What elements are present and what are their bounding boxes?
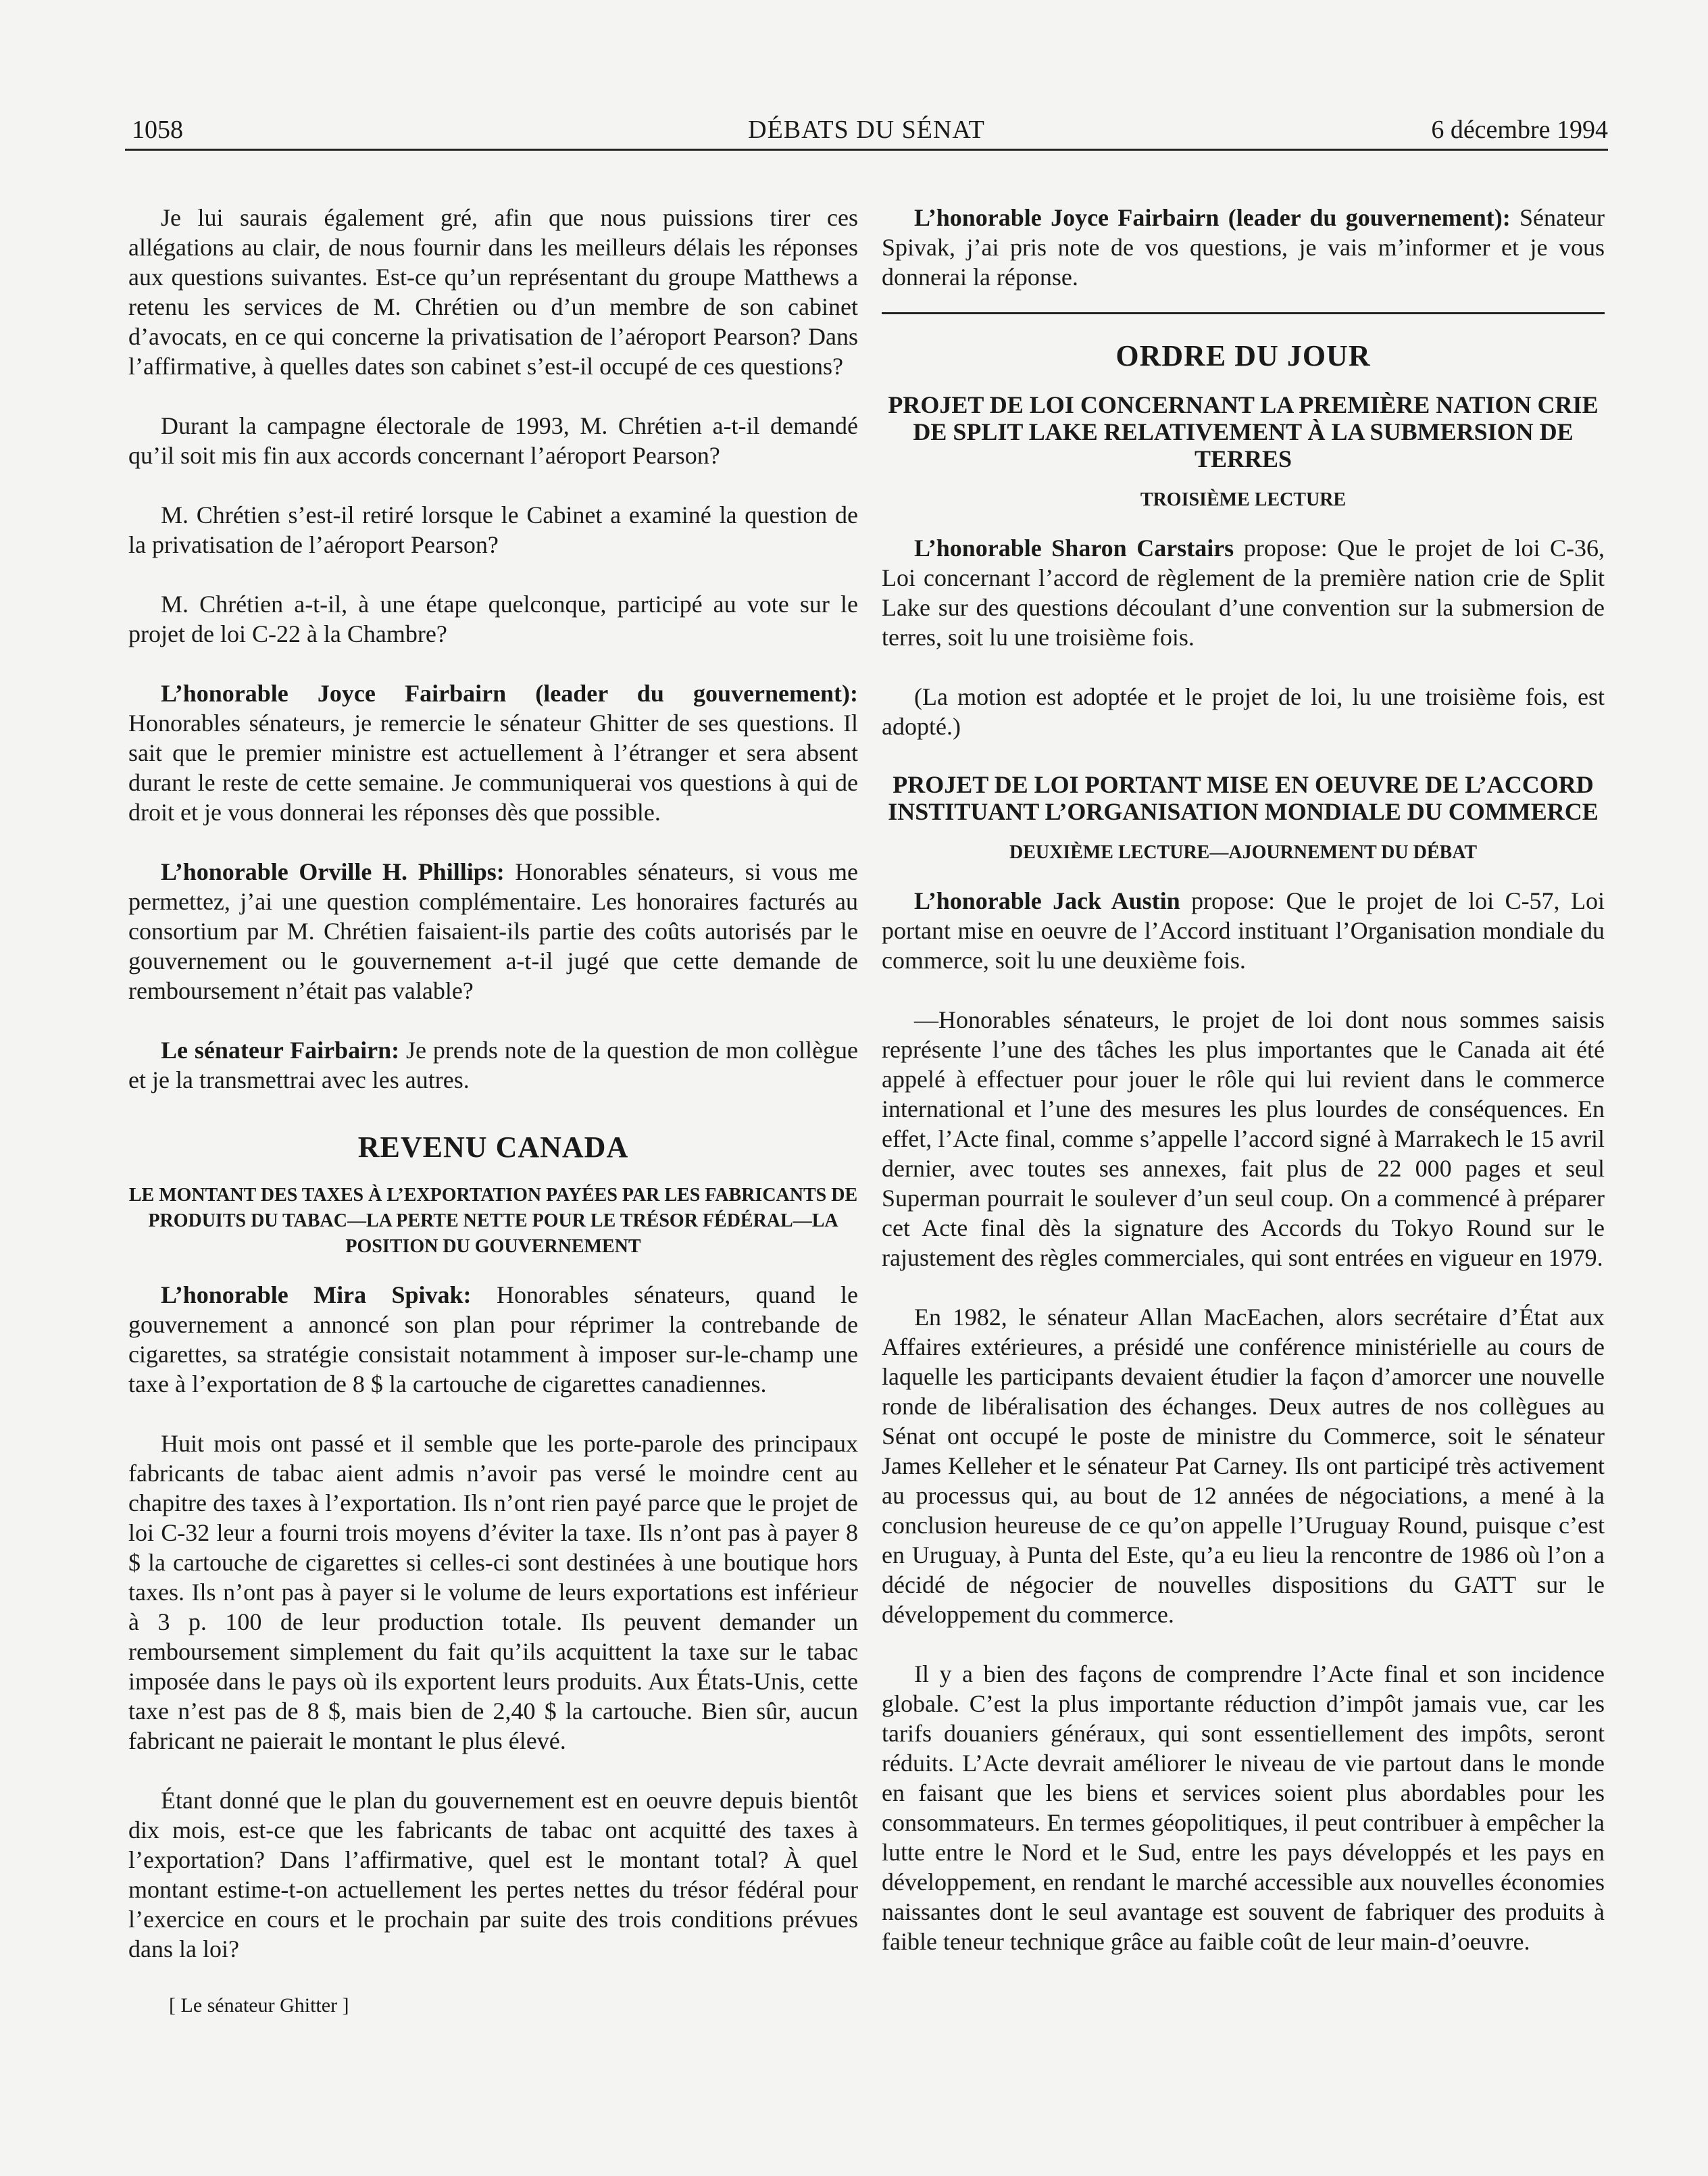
paragraph: Durant la campagne électorale de 1993, M. Chrétien a-t-il demandé qu’il soit mis fin aux accords concernant l’aéroport Pearson? [128, 412, 858, 469]
speech-paragraph [128, 1035, 858, 1095]
speech-paragraph [882, 533, 1605, 652]
paragraph: Huit mois ont passé et il semble que les porte-parole des principaux fabricants de tabac aient admis n’avoir pas versé le moindre cent au chapitre des taxes à l’exportation. Ils n’ont rien payé parce que le projet de loi C-32 leur a fourni trois moyens d’éviter la taxe. Ils n’ont pas à payer 8 $ la cartouche de cigarettes si celles-ci sont destinées à une boutique hors taxes. Ils n’ont pas à payer si le volume de leurs exportations est inférieur à 3 p. 100 de leur production totale. Ils peuvent demander un remboursement simplement du fait qu’ils acquittent la taxe sur le tabac imposée dans le pays où ils exportent leurs produits. Aux États-Unis, cette taxe n’est pas de 8 $, mais bien de 2,40 $ la cartouche. Bien sûr, aucun fabricant ne paierait le montant le plus élevé. [128, 1430, 858, 1754]
speech-paragraph [882, 203, 1605, 292]
publication-title: DÉBATS DU SÉNAT [748, 116, 985, 144]
publication-date: 6 décembre 1994 [1431, 116, 1608, 144]
speaker-name: L’honorable Joyce Fairbairn (leader du gouvernement): [161, 680, 858, 707]
section-subheading: LE MONTANT DES TAXES À L’EXPORTATION PAYÉES PAR LES FABRICANTS DE PRODUITS DU TABAC—LA PERTE NETTE POUR LE TRÉSOR FÉDÉRAL—LA POSITION DU GOUVERNEMENT [128, 1185, 858, 1257]
speaker-name: Le sénateur Fairbairn: [161, 1037, 400, 1064]
speaker-name: L’honorable Joyce Fairbairn (leader du gouvernement): [914, 204, 1511, 231]
section-divider [882, 312, 1605, 314]
paragraph: M. Chrétien a-t-il, à une étape quelconque, participé au vote sur le projet de loi C-22 à la Chambre? [128, 591, 858, 647]
speech-paragraph [128, 678, 858, 827]
paragraph: Je lui saurais également gré, afin que nous puissions tirer ces allégations au clair, de nous fournir dans les meilleurs délais les réponses aux questions suivantes. Est-ce qu’un représentant du groupe Matthews a retenu les services de M. Chrétien ou d’un membre de son cabinet d’avocats, en ce qui concerne la privatisation de l’aéroport Pearson? Dans l’affirmative, à quelles dates son cabinet s’est-il occupé de ces questions? [128, 204, 858, 380]
paragraph: En 1982, le sénateur Allan MacEachen, alors secrétaire d’État aux Affaires extérieures, a présidé une conférence ministérielle au cours de laquelle les participants devaient étudier la façon d’amorcer une nouvelle ronde de libéralisation des échanges. Deux autres de nos collègues au Sénat ont occupé le poste de ministre du Commerce, soit le sénateur James Kelleher et le sénateur Pat Carney. Ils ont participé très activement au processus qui, au bout de 12 années de négociations, a mené à la conclusion heureuse de ce qu’on appelle l’Uruguay Round, puisque c’est en Uruguay, à Punta del Este, qu’a eu lieu la rencontre de 1986 où l’on a décidé de négocier de nouvelles dispositions du GATT sur le développement du commerce. [882, 1304, 1605, 1628]
section-heading: ORDRE DU JOUR [1115, 339, 1371, 372]
speaker-name: L’honorable Orville H. Phillips: [161, 858, 505, 885]
speaker-name: L’honorable Mira Spivak: [161, 1281, 472, 1308]
speech-paragraph [128, 1280, 858, 1399]
paragraph: —Honorables sénateurs, le projet de loi dont nous sommes saisis représente l’une des tâches les plus importantes que le Canada ait été appelé à effectuer pour jouer le rôle qui lui revient dans le commerce international et l’une des mesures les plus lourdes de conséquences. En effet, l’Acte final, comme s’appelle l’accord signé à Marrakech le 15 avril dernier, avec toutes ses annexes, fait plus de 22 000 pages et seul Superman pourrait le soulever d’un seul coup. On a commencé à préparer cet Acte final dès la signature des Accords du Tokyo Round sur le rajustement des règles commerciales, qui sont entrées en vigueur en 1979. [882, 1006, 1605, 1271]
bill-stage: DEUXIÈME LECTURE—AJOURNEMENT DU DÉBAT [1009, 842, 1478, 863]
speech-text: Je prends note de la question de mon collègue et je la transmettrai avec les autres. [128, 1037, 858, 1093]
speech-text: Honorables sénateurs, si vous me permettez, j’ai une question complémentaire. Les honoraires facturés au consortium par M. Chrétien faisaient-ils partie des coûts autorisés par le gouvernement ou le gouvernement a-t-il jugé que cette demande de remboursement n’était pas valable? [128, 858, 858, 1004]
speech-text: Honorables sénateurs, quand le gouvernement a annoncé son plan pour réprimer la contrebande de cigarettes, sa stratégie consistait notamment à imposer sur-le-champ une taxe à l’exportation de 8 $ la cartouche de cigarettes canadiennes. [128, 1281, 859, 1398]
speech-text: propose: Que le projet de loi C-36, Loi concernant l’accord de règlement de la première nation crie de Split Lake sur des questions découlant d’une convention sur la submersion de terres, soit lu une troisième fois. [882, 535, 1605, 651]
bill-title: PROJET DE LOI CONCERNANT LA PREMIÈRE NATION CRIE DE SPLIT LAKE RELATIVEMENT À LA SUBMERSION DE TERRES [888, 391, 1599, 472]
speech-paragraph [882, 886, 1605, 975]
bill-title: PROJET DE LOI PORTANT MISE EN OEUVRE DE L’ACCORD INSTITUANT L’ORGANISATION MONDIALE DU COMMERCE [888, 771, 1599, 825]
paragraph: Il y a bien des façons de comprendre l’Acte final et son incidence globale. C’est la plus importante réduction d’impôt jamais vue, car les tarifs douaniers généraux, qui sont essentiellement des impôts, seront réduits. L’Acte devrait améliorer le niveau de vie partout dans le monde en faisant que les biens et services soient plus abordables pour les consommateurs. En termes géopolitiques, il peut contribuer à empêcher la lutte entre le Nord et le Sud, entre les pays développés et les pays en développement, en rendant le marché accessible aux nouvelles économies naissantes dont le seul avantage est souvent de fabriquer des produits à faible teneur technique grâce au faible coût de leur main-d’oeuvre. [882, 1660, 1605, 1955]
bill-stage: TROISIÈME LECTURE [1140, 489, 1347, 510]
speech-text: propose: Que le projet de loi C-57, Loi portant mise en oeuvre de l’Accord instituant l’Organisation mondiale du commerce, soit lu une deuxième fois. [882, 887, 1605, 974]
paragraph: M. Chrétien s’est-il retiré lorsque le Cabinet a examiné la question de la privatisation de l’aéroport Pearson? [128, 501, 858, 558]
right-column [882, 203, 1605, 1986]
page-number: 1058 [132, 116, 183, 144]
paragraph: Étant donné que le plan du gouvernement est en oeuvre depuis bientôt dix mois, est-ce que les fabricants de tabac ont acquitté des taxes à l’exportation? Dans l’affirmative, quel est le montant total? À quel montant estime-t-on actuellement les pertes nettes du trésor fédéral pour l’exercice en cours et le prochain par suite des trois conditions prévues dans la loi? [128, 1787, 858, 1962]
speaker-name: L’honorable Sharon Carstairs [914, 535, 1234, 562]
section-heading: REVENU CANADA [357, 1131, 629, 1164]
speech-text: Sénateur Spivak, j’ai pris note de vos questions, je vais m’informer et je vous donnerai la réponse. [882, 204, 1605, 291]
speech-text: Honorables sénateurs, je remercie le sénateur Ghitter de ses questions. Il sait que le premier ministre est actuellement à l’étranger et sera absent durant le reste de cette semaine. Je communiquerai vos questions à qui de droit et je vous donnerai les réponses dès que possible. [128, 710, 858, 826]
speech-paragraph [128, 857, 858, 1006]
speaker-name: L’honorable Jack Austin [914, 887, 1180, 914]
paragraph: (La motion est adoptée et le projet de loi, lu une troisième fois, est adopté.) [882, 683, 1605, 740]
page-header [125, 108, 1608, 151]
speaker-footer-note: [ Le sénateur Ghitter ] [169, 1994, 349, 2017]
left-column [128, 203, 858, 2050]
